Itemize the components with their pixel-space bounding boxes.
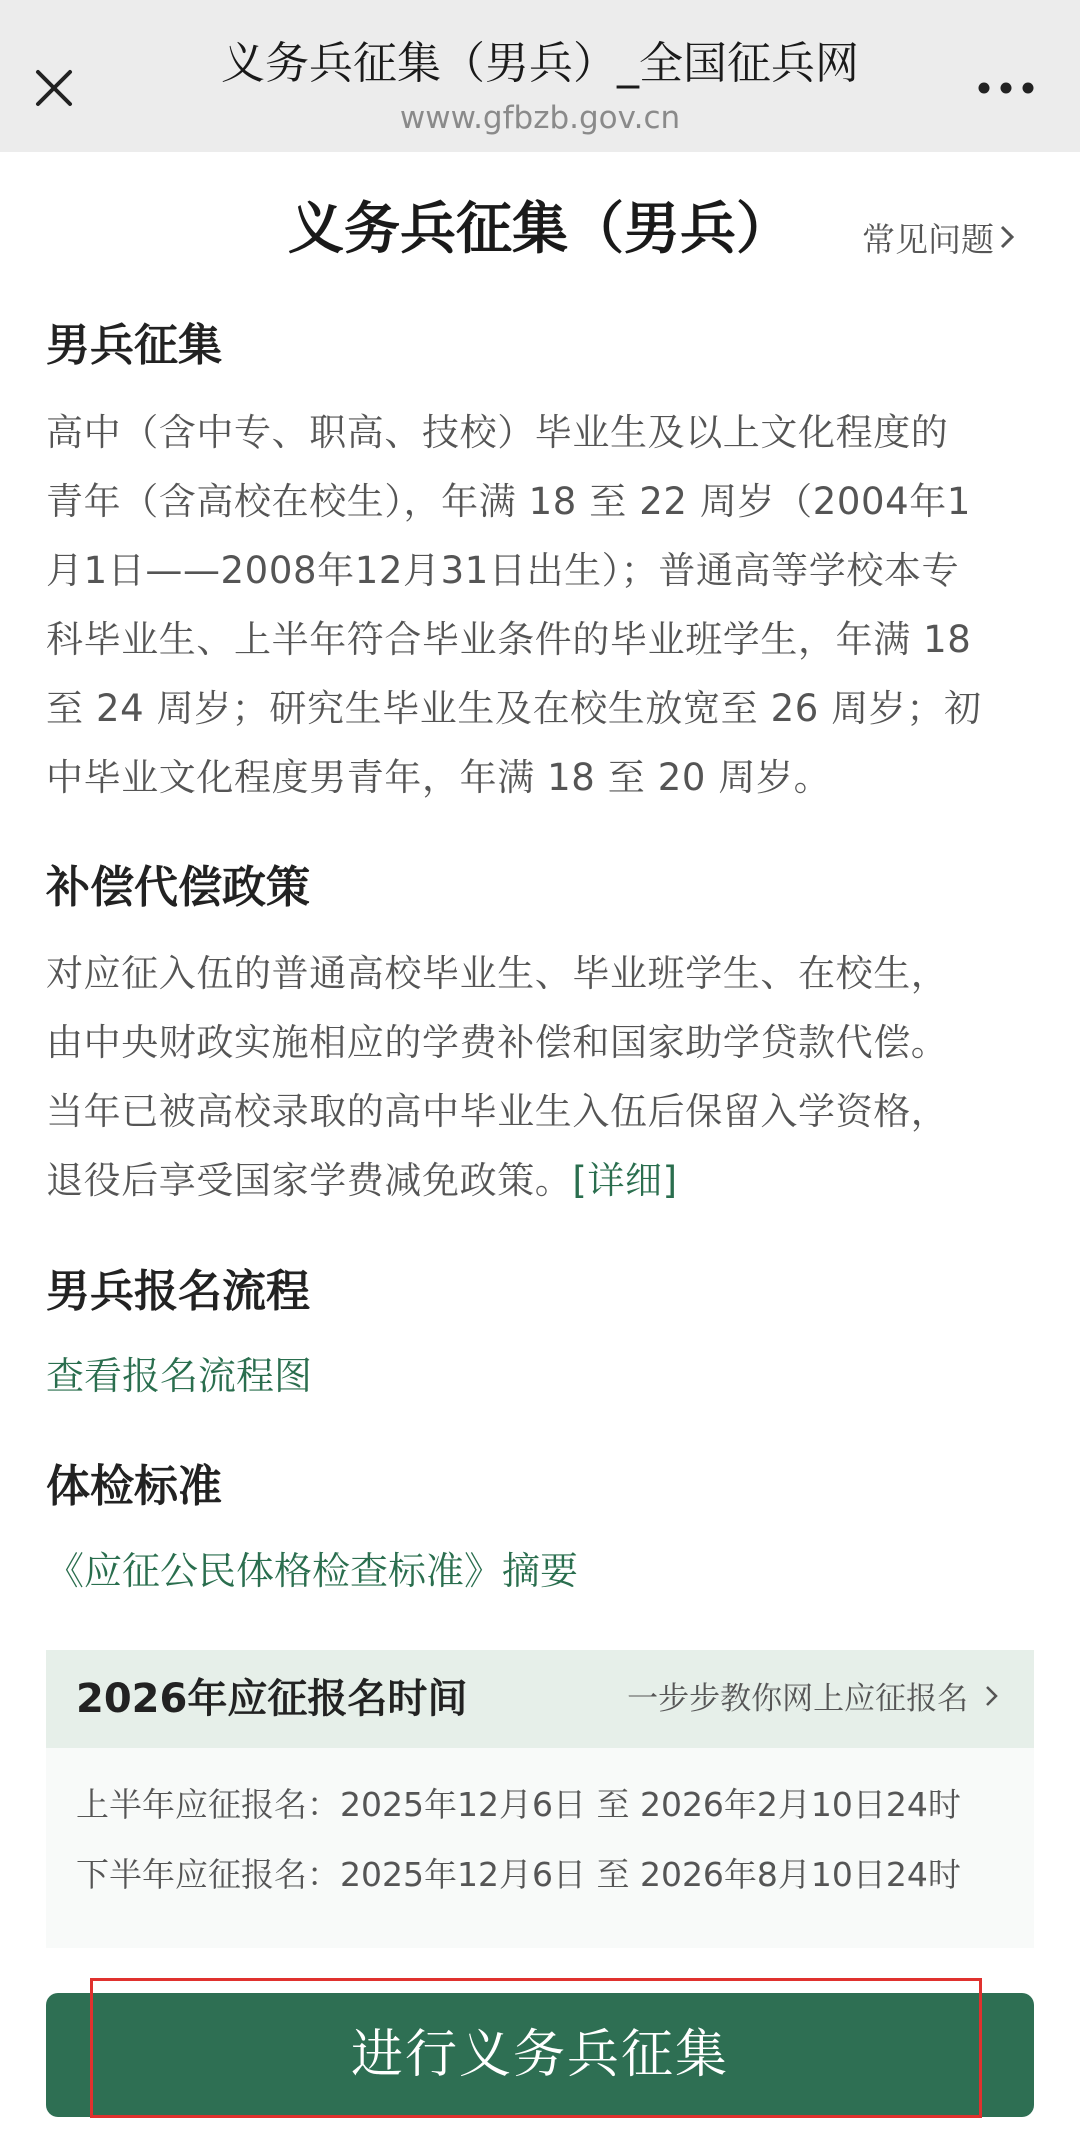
- registration-card-header: [46, 1650, 1034, 1748]
- section-heading-compensation: 补偿代偿政策: [46, 862, 310, 913]
- registration-first-half: 上半年应征报名：2025年12月6日 至 2026年2月10日24时: [76, 1785, 961, 1824]
- text-line: 当年已被高校录取的高中毕业生入伍后保留入学资格，: [46, 1090, 949, 1133]
- registration-guide-label: 一步步教你网上应征报名: [627, 1681, 969, 1717]
- text-line: 对应征入伍的普通高校毕业生、毕业班学生、在校生，: [46, 952, 949, 995]
- chevron-right-icon: [998, 223, 1016, 251]
- text-line: 科毕业生、上半年符合毕业条件的毕业班学生，年满 18: [46, 618, 972, 661]
- text-line: 月1日——2008年12月31日出生）；普通高等学校本专: [46, 549, 960, 592]
- text-line-content: 退役后享受国家学费减免政策。: [46, 1159, 573, 1202]
- registration-guide-link[interactable]: [627, 1678, 1000, 1720]
- text-line: [46, 1146, 1036, 1215]
- nav-url: www.gfbzb.gov.cn: [399, 100, 681, 136]
- faq-link[interactable]: [862, 218, 1016, 262]
- page-title: 义务兵征集（男兵）: [288, 197, 792, 262]
- registration-second-half: 下半年应征报名：2025年12月6日 至 2026年8月10日24时: [76, 1855, 961, 1894]
- text-line: 至 24 周岁；研究生毕业生及在校生放宽至 26 周岁；初: [46, 687, 982, 730]
- section-heading-conscription: 男兵征集: [46, 320, 222, 371]
- text-line: 青年（含高校在校生），年满 18 至 22 周岁（2004年1: [46, 480, 972, 523]
- physical-standard-link[interactable]: 《应征公民体格检查标准》摘要: [46, 1549, 579, 1593]
- conscription-description: [46, 398, 1036, 812]
- text-line: 中毕业文化程度男青年，年满 18 至 20 周岁。: [46, 756, 832, 799]
- process-chart-link[interactable]: 查看报名流程图: [46, 1354, 313, 1398]
- start-conscription-button[interactable]: [46, 1993, 1034, 2117]
- top-nav-bar: [0, 0, 1080, 152]
- chevron-right-icon: [984, 1683, 1000, 1709]
- text-line: 高中（含中专、职高、技校）毕业生及以上文化程度的: [46, 411, 949, 454]
- registration-title: 2026年应征报名时间: [76, 1676, 468, 1722]
- registration-time-card: [46, 1650, 1034, 1948]
- nav-title: 义务兵征集（男兵）_全国征兵网: [221, 38, 859, 89]
- faq-label: 常见问题: [862, 220, 994, 259]
- text-line: 由中央财政实施相应的学费补偿和国家助学贷款代偿。: [46, 1021, 949, 1064]
- section-heading-physical: 体检标准: [46, 1461, 222, 1512]
- more-icon[interactable]: [976, 78, 1036, 98]
- start-conscription-label: 进行义务兵征集: [350, 2025, 729, 2085]
- detail-link[interactable]: [详细]: [572, 1159, 678, 1202]
- section-heading-process: 男兵报名流程: [46, 1266, 310, 1317]
- compensation-description: [46, 939, 1036, 1215]
